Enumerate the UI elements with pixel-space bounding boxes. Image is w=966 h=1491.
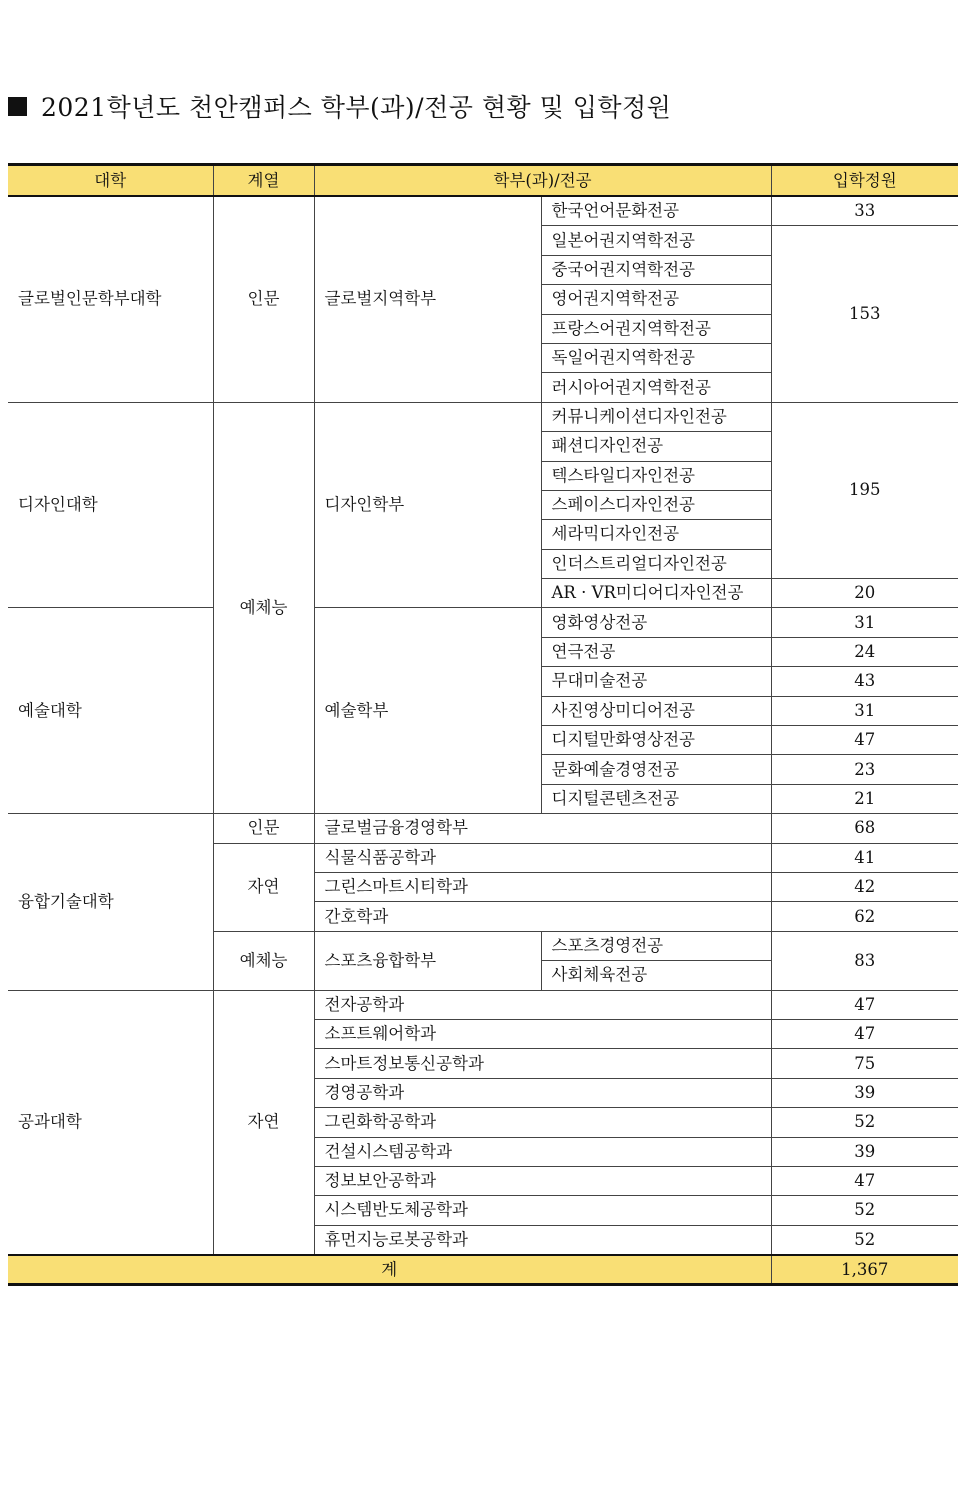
quota-cell: 31 bbox=[771, 608, 958, 637]
quota-cell: 39 bbox=[771, 1078, 958, 1107]
major-cell: 패션디자인전공 bbox=[541, 432, 771, 461]
total-label: 계 bbox=[8, 1255, 771, 1285]
major-cell: 세라믹디자인전공 bbox=[541, 520, 771, 549]
college-cell: 예술대학 bbox=[8, 608, 213, 814]
major-cell: 스포츠경영전공 bbox=[541, 931, 771, 960]
dept-cell: 시스템반도체공학과 bbox=[314, 1196, 771, 1225]
major-cell: 인더스트리얼디자인전공 bbox=[541, 549, 771, 578]
dept-cell: 전자공학과 bbox=[314, 990, 771, 1019]
college-cell: 글로벌인문학부대학 bbox=[8, 196, 213, 402]
admission-quota-table bbox=[8, 163, 958, 1286]
dept-cell: 글로벌금융경영학부 bbox=[314, 814, 771, 843]
college-cell: 융합기술대학 bbox=[8, 814, 213, 990]
quota-cell: 20 bbox=[771, 579, 958, 608]
total-row bbox=[8, 1255, 958, 1285]
major-cell: 한국언어문화전공 bbox=[541, 196, 771, 226]
dept-cell: 그린화학공학과 bbox=[314, 1108, 771, 1137]
dept-cell: 글로벌지역학부 bbox=[314, 196, 541, 402]
major-cell: 사진영상미디어전공 bbox=[541, 696, 771, 725]
quota-cell: 47 bbox=[771, 990, 958, 1019]
square-bullet-icon bbox=[8, 97, 27, 116]
major-cell: 연극전공 bbox=[541, 637, 771, 666]
quota-cell: 62 bbox=[771, 902, 958, 931]
quota-cell: 52 bbox=[771, 1108, 958, 1137]
table-row bbox=[8, 608, 958, 637]
major-cell: 러시아어권지역학전공 bbox=[541, 373, 771, 402]
quota-cell: 52 bbox=[771, 1196, 958, 1225]
major-cell: 스페이스디자인전공 bbox=[541, 490, 771, 519]
quota-cell: 52 bbox=[771, 1225, 958, 1255]
dept-cell: 휴먼지능로봇공학과 bbox=[314, 1225, 771, 1255]
table-row bbox=[8, 990, 958, 1019]
major-cell: 프랑스어권지역학전공 bbox=[541, 314, 771, 343]
quota-cell: 43 bbox=[771, 667, 958, 696]
table-header-row bbox=[8, 165, 958, 197]
major-cell: 무대미술전공 bbox=[541, 667, 771, 696]
dept-cell: 스마트정보통신공학과 bbox=[314, 1049, 771, 1078]
dept-cell: 경영공학과 bbox=[314, 1078, 771, 1107]
page-title bbox=[8, 86, 671, 126]
header-college: 대학 bbox=[8, 165, 213, 197]
field-cell: 자연 bbox=[213, 843, 314, 931]
quota-cell: 31 bbox=[771, 696, 958, 725]
quota-cell: 68 bbox=[771, 814, 958, 843]
quota-cell: 42 bbox=[771, 872, 958, 901]
quota-cell: 47 bbox=[771, 726, 958, 755]
quota-cell: 23 bbox=[771, 755, 958, 784]
major-cell: 독일어권지역학전공 bbox=[541, 343, 771, 372]
table-row bbox=[8, 196, 958, 226]
quota-cell: 195 bbox=[771, 402, 958, 578]
dept-cell: 스포츠융합학부 bbox=[314, 931, 541, 990]
major-cell: 디지털만화영상전공 bbox=[541, 726, 771, 755]
dept-cell: 건설시스템공학과 bbox=[314, 1137, 771, 1166]
college-cell: 공과대학 bbox=[8, 990, 213, 1255]
major-cell: 영화영상전공 bbox=[541, 608, 771, 637]
dept-cell: 디자인학부 bbox=[314, 402, 541, 608]
header-field: 계열 bbox=[213, 165, 314, 197]
quota-cell: 33 bbox=[771, 196, 958, 226]
major-cell: 텍스타일디자인전공 bbox=[541, 461, 771, 490]
major-cell: 문화예술경영전공 bbox=[541, 755, 771, 784]
quota-cell: 47 bbox=[771, 1019, 958, 1048]
major-cell: 사회체육전공 bbox=[541, 961, 771, 990]
major-cell: 영어권지역학전공 bbox=[541, 285, 771, 314]
total-value: 1,367 bbox=[771, 1255, 958, 1285]
header-dept: 학부(과)/전공 bbox=[314, 165, 771, 197]
field-cell: 자연 bbox=[213, 990, 314, 1255]
dept-cell: 소프트웨어학과 bbox=[314, 1019, 771, 1048]
major-cell: 일본어권지역학전공 bbox=[541, 226, 771, 255]
quota-cell: 75 bbox=[771, 1049, 958, 1078]
dept-cell: 그린스마트시티학과 bbox=[314, 872, 771, 901]
major-cell: 디지털콘텐츠전공 bbox=[541, 784, 771, 813]
table-row bbox=[8, 402, 958, 431]
quota-cell: 21 bbox=[771, 784, 958, 813]
quota-cell: 153 bbox=[771, 226, 958, 402]
field-cell: 예체능 bbox=[213, 931, 314, 990]
field-cell: 예체능 bbox=[213, 402, 314, 813]
quota-cell: 83 bbox=[771, 931, 958, 990]
quota-cell: 39 bbox=[771, 1137, 958, 1166]
page-title-text: 2021학년도 천안캠퍼스 학부(과)/전공 현황 및 입학정원 bbox=[41, 93, 672, 122]
major-cell: 중국어권지역학전공 bbox=[541, 255, 771, 284]
table-row bbox=[8, 814, 958, 843]
quota-cell: 24 bbox=[771, 637, 958, 666]
major-cell: 커뮤니케이션디자인전공 bbox=[541, 402, 771, 431]
header-quota: 입학정원 bbox=[771, 165, 958, 197]
quota-cell: 41 bbox=[771, 843, 958, 872]
college-cell: 디자인대학 bbox=[8, 402, 213, 608]
field-cell: 인문 bbox=[213, 814, 314, 843]
quota-cell: 47 bbox=[771, 1166, 958, 1195]
dept-cell: 정보보안공학과 bbox=[314, 1166, 771, 1195]
major-cell: AR · VR미디어디자인전공 bbox=[541, 579, 771, 608]
dept-cell: 식물식품공학과 bbox=[314, 843, 771, 872]
dept-cell: 예술학부 bbox=[314, 608, 541, 814]
field-cell: 인문 bbox=[213, 196, 314, 402]
dept-cell: 간호학과 bbox=[314, 902, 771, 931]
